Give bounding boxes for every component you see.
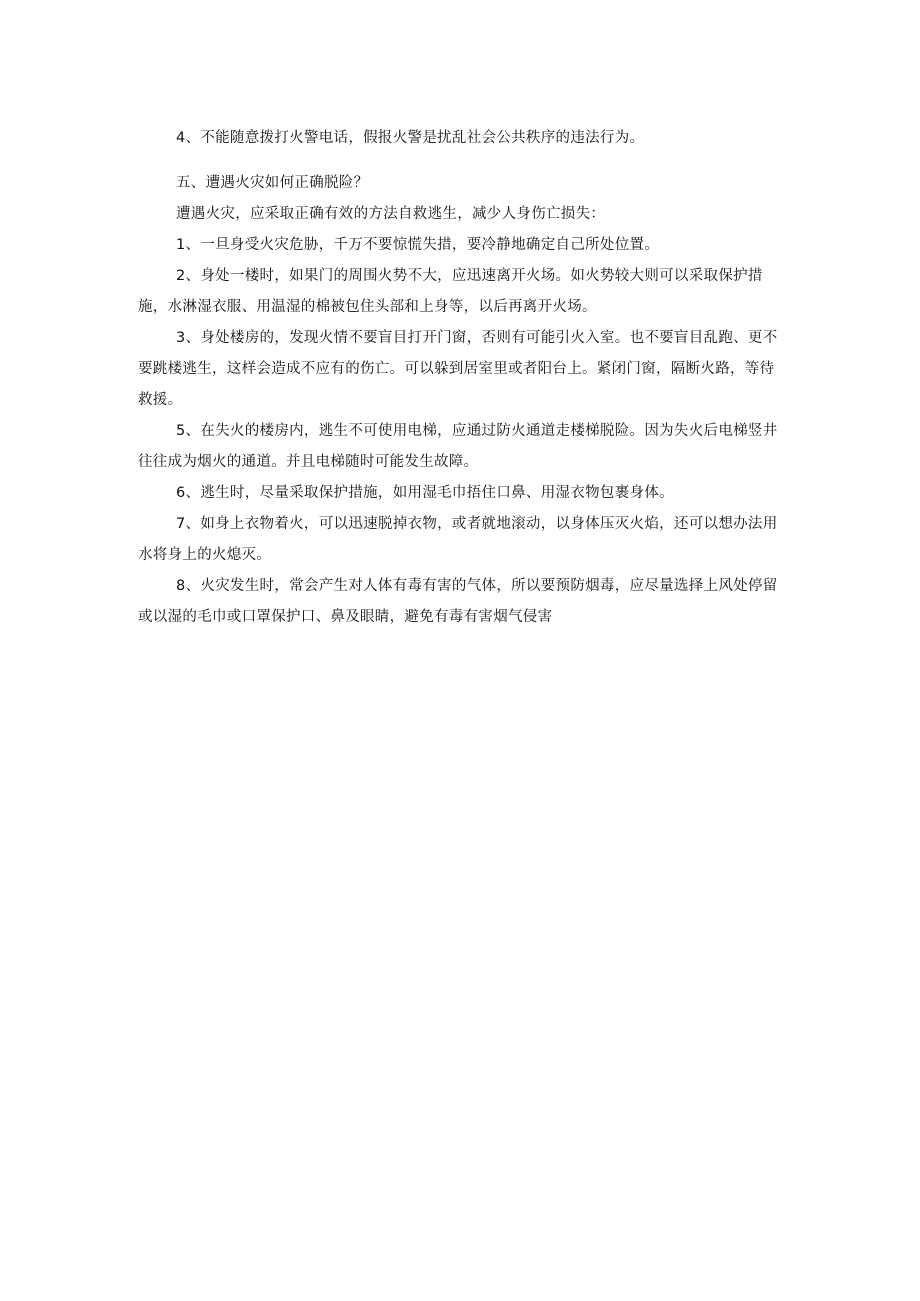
document-body (138, 123, 788, 633)
paragraph-item-7: 7、如身上衣物着火，可以迅速脱掉衣物，或者就地滚动，以身体压灭火焰，还可以想办法用水将身上的火熄灭。 (138, 516, 778, 563)
paragraph-item-3: 3、身处楼房的，发现火情不要盲目打开门窗，否则有可能引火入室。也不要盲目乱跑、更不要跳楼逃生，这样会造成不应有的伤亡。可以躲到居室里或者阳台上。紧闭门窗，隔断火路，等待救援。 (138, 330, 778, 408)
section-heading-fire-escape: 五、遭遇火灾如何正确脱险？ (176, 175, 369, 191)
paragraph-item-5: 5、在失火的楼房内，逃生不可使用电梯，应通过防火通道走楼梯脱险。因为失火后电梯竖井往往成为烟火的通道。并且电梯随时可能发生故障。 (138, 423, 778, 470)
paragraph-item-6: 6、逃生时，尽量采取保护措施，如用湿毛巾捂住口鼻、用湿衣物包裹身体。 (176, 485, 674, 501)
paragraph-intro: 遭遇火灾，应采取正确有效的方法自救逃生，减少人身伤亡损失： (176, 206, 606, 222)
paragraph-false-alarm-rule: 4、不能随意拨打火警电话，假报火警是扰乱社会公共秩序的违法行为。 (176, 130, 645, 146)
paragraph-item-2: 2、身处一楼时，如果门的周围火势不大，应迅速离开火场。如火势较大则可以采取保护措施，水淋湿衣服、用温湿的棉被包住头部和上身等，以后再离开火场。 (138, 268, 763, 315)
paragraph-item-8: 8、火灾发生时，常会产生对人体有毒有害的气体，所以要预防烟毒，应尽量选择上风处停留或以湿的毛巾或口罩保护口、鼻及眼睛，避免有毒有害烟气侵害 (138, 578, 778, 625)
paragraph-item-1: 1、一旦身受火灾危胁，千万不要惊慌失措，要冷静地确定自己所处位置。 (176, 237, 660, 253)
